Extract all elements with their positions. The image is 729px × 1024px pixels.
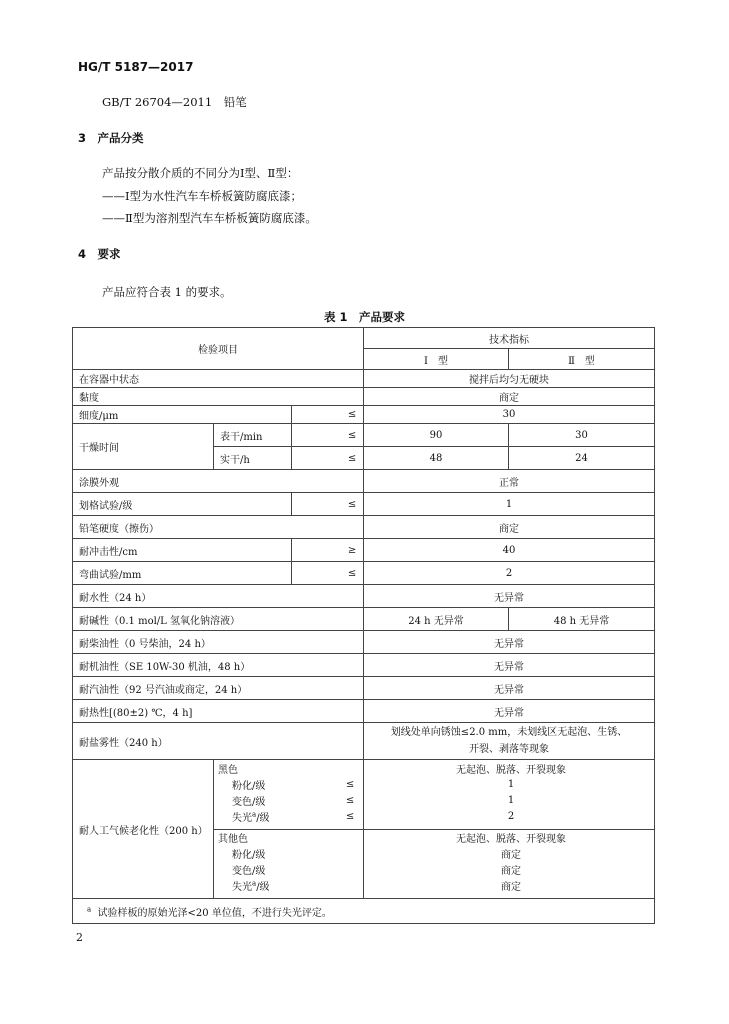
other-discoloration-value: 商定 <box>501 866 522 877</box>
comparison-symbol: ≤ <box>347 429 357 441</box>
sub-item <box>232 878 270 893</box>
header-item: 检验项目 <box>73 328 364 370</box>
row-value: 无异常 <box>364 631 655 654</box>
black-label: 黑色 <box>218 764 238 776</box>
table-row <box>73 631 655 654</box>
row-value: 搅拌后均匀无硬块 <box>364 370 655 388</box>
other-discoloration <box>214 862 363 878</box>
row-value: 40 <box>364 539 655 562</box>
requirements-table <box>72 327 655 924</box>
sub-item: 变色/级 <box>232 866 266 877</box>
row-item: 耐冲击性/cm <box>73 539 292 562</box>
sub-item-unit: /级 <box>256 812 270 824</box>
other-summary: 无起泡、脱落、开裂现象 <box>456 834 567 845</box>
row-item: 耐热性[(80±2) ℃，4 h] <box>73 700 364 723</box>
other-gloss-loss <box>214 878 363 894</box>
footnote-mark: a <box>252 810 257 819</box>
table-row <box>73 700 655 723</box>
table-row <box>73 585 655 608</box>
header-type-2: Ⅱ 型 <box>509 349 655 370</box>
other-label: 其他色 <box>218 834 248 845</box>
row-item: 耐机油性（SE 10W-30 机油，48 h） <box>73 654 364 677</box>
normative-reference: GB/T 26704—2011 铅笔 <box>102 95 247 109</box>
sub-item-unit: /级 <box>256 882 270 893</box>
page-number: 2 <box>76 931 83 944</box>
section-3-line-1: 产品按分散介质的不同分为Ⅰ型、Ⅱ型： <box>102 166 299 180</box>
sub-item: 表干/min <box>214 424 292 447</box>
row-item: 耐柴油性（0 号柴油，24 h） <box>73 631 364 654</box>
black-summary: 无起泡、脱落、开裂现象 <box>456 764 567 776</box>
row-item: 铅笔硬度（擦伤） <box>73 516 364 539</box>
row-value-type-2: 48 h 无异常 <box>509 608 655 631</box>
black-chalking <box>214 776 363 792</box>
row-item: 涂膜外观 <box>73 470 364 493</box>
row-value: 无异常 <box>364 654 655 677</box>
table-row <box>73 470 655 493</box>
salt-spray-line-1: 划线处单向锈蚀≤2.0 mm，未划线区无起泡、生锈、 <box>390 727 628 738</box>
header-tech: 技术指标 <box>364 328 655 349</box>
other-chalking-value: 商定 <box>501 850 522 861</box>
comparison-symbol: ≤ <box>347 409 357 420</box>
other-color-group <box>214 829 364 899</box>
table-row <box>73 654 655 677</box>
row-item: 耐碱性（0.1 mol/L 氢氧化钠溶液） <box>73 608 364 631</box>
row-symbol <box>292 406 364 424</box>
black-gloss-loss <box>214 808 363 824</box>
row-value: 2 <box>364 562 655 585</box>
row-symbol <box>292 562 364 585</box>
row-item: 弯曲试验/mm <box>73 562 292 585</box>
footnote-mark: a <box>87 905 92 914</box>
sub-item <box>232 809 270 824</box>
table-header-row <box>73 328 655 349</box>
row-item: 细度/μm <box>73 406 292 424</box>
row-value: 无异常 <box>364 677 655 700</box>
comparison-symbol: ≤ <box>345 810 355 822</box>
row-value: 商定 <box>364 388 655 406</box>
table-row <box>73 370 655 388</box>
table-row <box>73 424 655 447</box>
sub-item: 粉化/级 <box>232 850 266 861</box>
row-item: 耐水性（24 h） <box>73 585 364 608</box>
black-discoloration <box>214 792 363 808</box>
row-value: 1 <box>364 493 655 516</box>
table-row <box>73 608 655 631</box>
table-row <box>73 493 655 516</box>
row-value-type-1: 24 h 无异常 <box>364 608 509 631</box>
row-symbol <box>292 539 364 562</box>
row-value-type-1: 48 <box>364 447 509 470</box>
row-item: 干燥时间 <box>73 424 214 470</box>
black-color-group <box>214 760 364 830</box>
other-chalking <box>214 846 363 862</box>
table-row <box>73 388 655 406</box>
row-item: 在容器中状态 <box>73 370 364 388</box>
table-footnote-row <box>73 899 655 924</box>
row-value-type-1: 90 <box>364 424 509 447</box>
section-3-line-2: ——Ⅰ型为水性汽车车桥板簧防腐底漆； <box>102 189 303 203</box>
comparison-symbol: ≤ <box>347 498 357 510</box>
table-row <box>73 562 655 585</box>
table-row <box>73 406 655 424</box>
sub-item-text: 失光 <box>232 882 252 893</box>
section-3-line-3: ——Ⅱ型为溶剂型汽车车桥板簧防腐底漆。 <box>102 211 317 225</box>
footnote-text: 试验样板的原始光泽<20 单位值，不进行失光评定。 <box>97 907 332 919</box>
row-value: 无异常 <box>364 585 655 608</box>
row-value: 商定 <box>364 516 655 539</box>
row-symbol <box>292 424 364 447</box>
row-value: 正常 <box>364 470 655 493</box>
row-symbol <box>292 447 364 470</box>
table-row <box>73 677 655 700</box>
row-value-type-2: 24 <box>509 447 655 470</box>
black-gloss-loss-value: 2 <box>507 810 515 822</box>
sub-item: 变色/级 <box>232 796 266 808</box>
row-item: 耐汽油性（92 号汽油或商定，24 h） <box>73 677 364 700</box>
table-row <box>73 516 655 539</box>
section-3-title: 3 产品分类 <box>78 131 144 145</box>
comparison-symbol: ≤ <box>345 778 355 790</box>
row-symbol <box>292 493 364 516</box>
table-caption: 表 1 产品要求 <box>323 310 405 324</box>
row-item: 黏度 <box>73 388 364 406</box>
row-item: 耐盐雾性（240 h） <box>73 723 364 760</box>
standard-code: HG/T 5187—2017 <box>78 60 194 74</box>
section-4-line: 产品应符合表 1 的要求。 <box>102 285 232 299</box>
black-chalking-value: 1 <box>507 778 515 790</box>
sub-item: 实干/h <box>214 447 292 470</box>
table-row <box>73 723 655 760</box>
header-type-1: Ⅰ 型 <box>364 349 509 370</box>
black-color-values <box>364 760 655 830</box>
comparison-symbol: ≤ <box>347 567 357 579</box>
row-value: 30 <box>364 406 655 424</box>
section-4-title: 4 要求 <box>78 247 121 261</box>
other-gloss-loss-value: 商定 <box>501 882 522 893</box>
other-color-values <box>364 829 655 899</box>
row-item: 划格试验/级 <box>73 493 292 516</box>
sub-item: 粉化/级 <box>232 780 266 792</box>
table-row <box>73 539 655 562</box>
sub-item-text: 失光 <box>232 812 252 824</box>
comparison-symbol: ≥ <box>347 544 357 556</box>
table-row <box>73 760 655 830</box>
row-value <box>364 723 655 760</box>
footnote-mark: a <box>252 879 257 888</box>
row-value: 无异常 <box>364 700 655 723</box>
salt-spray-line-2: 开裂、剥落等现象 <box>469 744 550 755</box>
row-item: 耐人工气候老化性（200 h） <box>73 760 214 899</box>
comparison-symbol: ≤ <box>345 794 355 806</box>
row-value-type-2: 30 <box>509 424 655 447</box>
comparison-symbol: ≤ <box>347 452 357 464</box>
table-footnote <box>73 899 655 924</box>
black-discoloration-value: 1 <box>507 794 515 806</box>
